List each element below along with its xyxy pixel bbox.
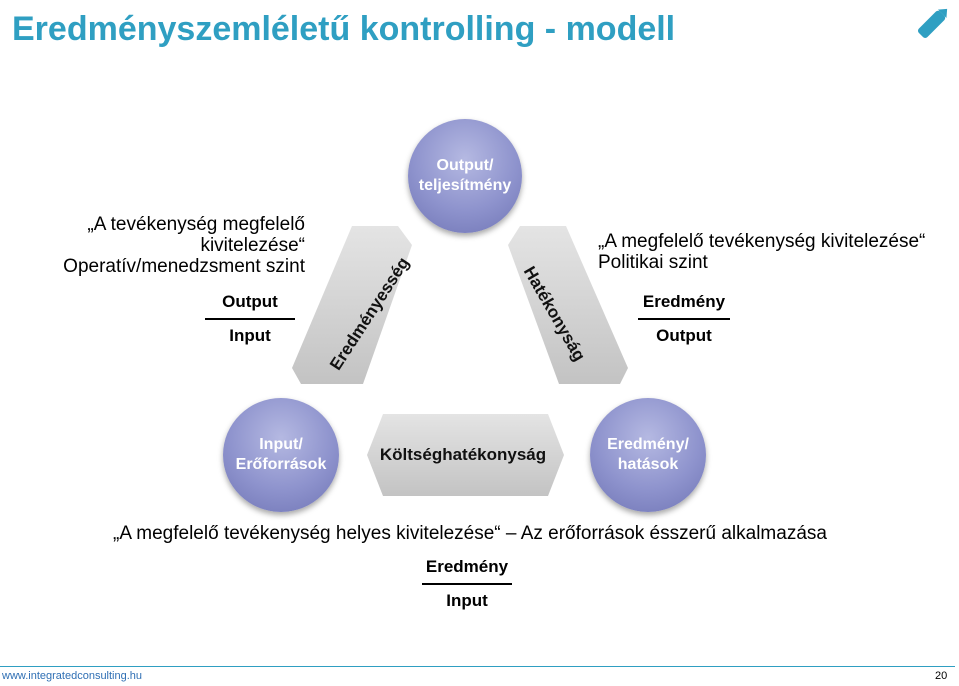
- right-ratio-numerator: Eredmény: [642, 292, 726, 311]
- circle-output-line2: teljesítmény: [418, 177, 512, 194]
- circle-output-line1: Output/: [436, 157, 494, 174]
- page-number: 20: [935, 670, 948, 682]
- left-note-line3: Operatív/menedzsment szint: [63, 256, 305, 277]
- bottom-ratio: [422, 557, 512, 611]
- slab-bottom-label: Költséghatékonyság: [379, 445, 547, 464]
- left-ratio-numerator: Output: [222, 292, 278, 311]
- circle-output: [408, 119, 522, 233]
- bottom-ratio-numerator: Eredmény: [425, 557, 509, 576]
- page-title: Eredményszemléletű kontrolling - modell: [12, 10, 676, 48]
- footer-divider: [0, 666, 955, 667]
- left-ratio-denominator: Input: [229, 326, 271, 345]
- slab-right: [508, 226, 628, 384]
- bottom-ratio-denominator: Input: [446, 591, 488, 610]
- circle-input: [223, 398, 339, 512]
- circle-input-line2: Erőforrások: [235, 456, 327, 473]
- slab-left: [292, 226, 412, 384]
- circle-input-line1: Input/: [259, 436, 303, 453]
- slab-left-label: Eredményesség: [326, 253, 414, 374]
- slab-right-label: Hatékonyság: [519, 263, 590, 365]
- right-note-line2: Politikai szint: [598, 252, 708, 273]
- left-note-line1: „A tevékenység megfelelő: [87, 214, 305, 235]
- right-note-line1: „A megfelelő tevékenység kivitelezése“: [598, 231, 926, 252]
- right-ratio-denominator: Output: [656, 326, 712, 345]
- left-note-line2: kivitelezése“: [200, 235, 305, 256]
- circle-result-line1: Eredmény/: [607, 436, 689, 453]
- footer-url-link[interactable]: www.integratedconsulting.hu: [2, 670, 143, 682]
- fraction-line: [422, 583, 512, 585]
- circle-result: [590, 398, 706, 512]
- bottom-note: „A megfelelő tevékenység helyes kivitelezése“ – Az erőforrások ésszerű alkalmazása: [113, 523, 827, 544]
- circle-result-line2: hatások: [617, 456, 679, 473]
